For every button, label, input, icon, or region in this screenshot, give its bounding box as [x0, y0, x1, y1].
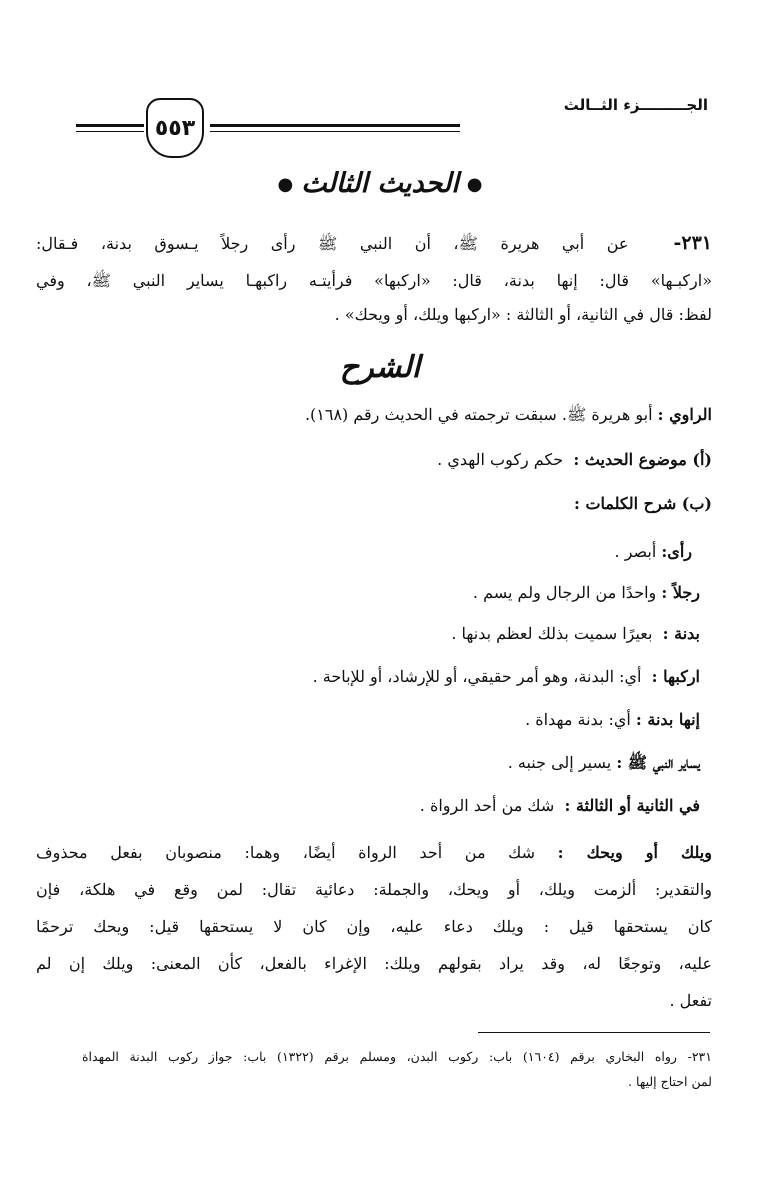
topic-line: (أ) موضوع الحديث : حكم ركوب الهدي .: [437, 450, 712, 469]
header-rule-right-thin: [210, 131, 460, 132]
header-rule-right: [210, 124, 460, 127]
footnote-line-2: لمن احتاج إليها .: [628, 1074, 712, 1089]
hadith-line-3: لفظ: قال في الثانية، أو الثالثة : «اركبها ويلك، أو ويحك» .: [334, 305, 712, 324]
rawi-line: الراوي : أبو هريرة ﷺ. سبقت ترجمته في الحديث رقم (١٦٨).: [304, 405, 712, 424]
term-line: اركبها : أي: البدنة، وهو أمر حقيقي، أو للإرشاد، أو للإباحة .: [312, 667, 700, 686]
footnote-line-1: ٢٣١- رواه البخاري برقم (١٦٠٤) باب: ركوب البدن، ومسلم برقم (١٣٢٢) باب: جواز ركوب البدنة المهداة: [82, 1049, 712, 1064]
sharh-title: الشرح: [339, 350, 421, 385]
bullet-icon: ●: [466, 174, 483, 195]
header-rule-left: [76, 124, 144, 127]
term-line: يساير النبي ﷺ : يسير إلى جنبه .: [507, 753, 700, 772]
header-rule-left-thin: [76, 131, 144, 132]
waylak-line-4: عليه، وتوجعًا له، وقد يراد بقولهم ويلك: الإغراء بالفعل، كأن المعنى: ويلك إن لم: [36, 954, 712, 973]
hadith-number: ٢٣١-: [673, 232, 713, 254]
hadith-line-2: «اركبـها» قال: إنها بدنة، قال: «اركبها» فرأيتـه راكبهـا يساير النبي ﷺ، وفي: [36, 271, 713, 290]
waylak-line-5: تفعل .: [669, 991, 712, 1010]
term-line: رأى: أبصر .: [614, 542, 692, 561]
waylak-line-2: والتقدير: ألزمت ويلك، أو ويحك، والجملة: دعائية تقال: لمن وقع في هلكة، فإن: [36, 880, 712, 899]
term-line: في الثانية أو الثالثة : شك من أحد الرواة .: [419, 796, 700, 815]
term-line: بدنة : بعيرًا سميت بذلك لعظم بدنها .: [451, 624, 700, 643]
words-heading: (ب) شرح الكلمات :: [573, 494, 712, 513]
waylak-line-1: ويلك أو ويحك : شك من أحد الرواة أيضًا، وهما: منصوبان بفعل محذوف: [36, 843, 712, 862]
page-number: ٥٥٣: [146, 98, 204, 158]
bullet-icon: ●: [277, 174, 294, 195]
waylak-line-3: كان يستحقها قيل : ويلك دعاء عليه، وإن كان لا يستحقها قيل: ويحك ترحمًا: [36, 917, 712, 936]
footnote-separator: [478, 1032, 710, 1033]
hadith-title: ●الحديث الثالث●: [277, 168, 483, 199]
hadith-line-1: ٢٣١- عن أبي هريرة ﷺ، أن النبي ﷺ رأى رجلاً يـسوق بدنة، فـقال:: [36, 232, 713, 254]
running-title: الجـــــــــزء الثــالث: [563, 96, 708, 114]
term-line: رجلاً : واحدًا من الرجال ولم يسم .: [472, 583, 700, 602]
term-line: إنها بدنة : أي: بدنة مهداة .: [525, 710, 700, 729]
